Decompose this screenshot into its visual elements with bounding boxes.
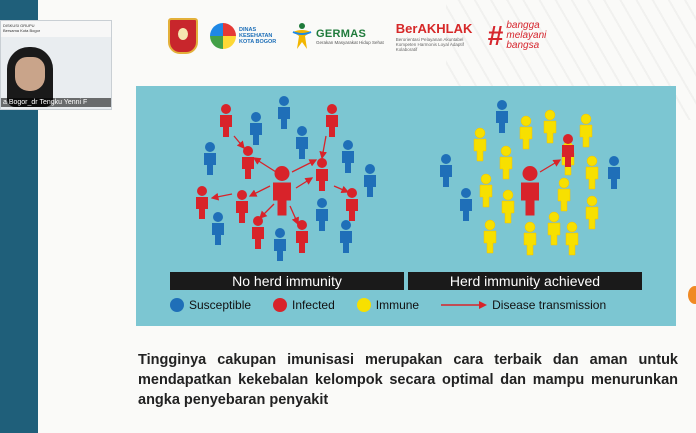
bogor-crest-icon [168,18,198,54]
slide-body-text: Tingginya cakupan imunisasi merupakan cara terbaik dan aman untuk mendapatkan kekebalan kelompok secara optimal dan mampu menurunkan angka penyebaran penyakit [138,352,678,408]
logo-kota-bogor [168,18,198,54]
germas-subtext: Gerakan Masyarakat Hidup Sehat [316,39,384,45]
people-illustration [136,86,676,272]
legend-transmission [441,298,606,312]
logo-dinkes [210,23,279,49]
dinkes-mark-icon [210,23,236,49]
legend-immune-label: Immune [375,298,420,312]
decorative-orange-shape [688,286,696,304]
participant-face [15,57,45,91]
germas-text: GERMAS [316,27,367,40]
legend-transmission-label: Disease transmission [492,298,607,312]
legend-susceptible [170,298,251,312]
logo-bangga-melayani [488,21,547,51]
immune-dot-icon [357,298,371,312]
berakhlak-text: BerAKHLAK [395,20,473,36]
legend-infected [273,298,335,312]
bangga-line-3: bangsa [506,40,540,51]
video-header [1,21,111,37]
caption-no-herd-immunity: No herd immunity [170,272,404,290]
legend-susceptible-label: Susceptible [189,298,252,312]
logo-germas [291,22,384,50]
video-title: DISKUSI GRUPU [3,23,35,28]
bangga-line-2: melayani [506,30,547,41]
infected-dot-icon [273,298,287,312]
legend-infected-label: Infected [292,298,335,312]
video-subtitle: Bersama Kota Bogor [3,28,41,33]
herd-immunity-diagram [136,86,676,326]
susceptible-dot-icon [170,298,184,312]
participant-video-tile[interactable] [0,20,112,110]
germas-figure-icon [291,22,313,50]
diagram-legend [170,298,606,312]
bangga-hash: # [487,20,504,51]
legend-immune [357,298,419,312]
bangga-line-1: bangga [506,20,540,31]
logo-berakhlak [396,21,476,52]
herd-immunity-group [440,100,620,255]
no-herd-group [196,96,376,261]
berakhlak-subtext: Berorientasi Pelayanan Akuntabel Kompeten Harmonis Loyal Adaptif Kolaboratif [395,36,464,52]
dinkes-text: DINAS KESEHATAN KOTA BOGOR [239,27,277,45]
transmission-arrow-icon [441,301,487,309]
caption-herd-immunity-achieved: Herd immunity achieved [408,272,642,290]
participant-name-label: a Bogor_dr Tengku Yenni F [1,98,111,107]
sponsor-logos [168,14,546,58]
